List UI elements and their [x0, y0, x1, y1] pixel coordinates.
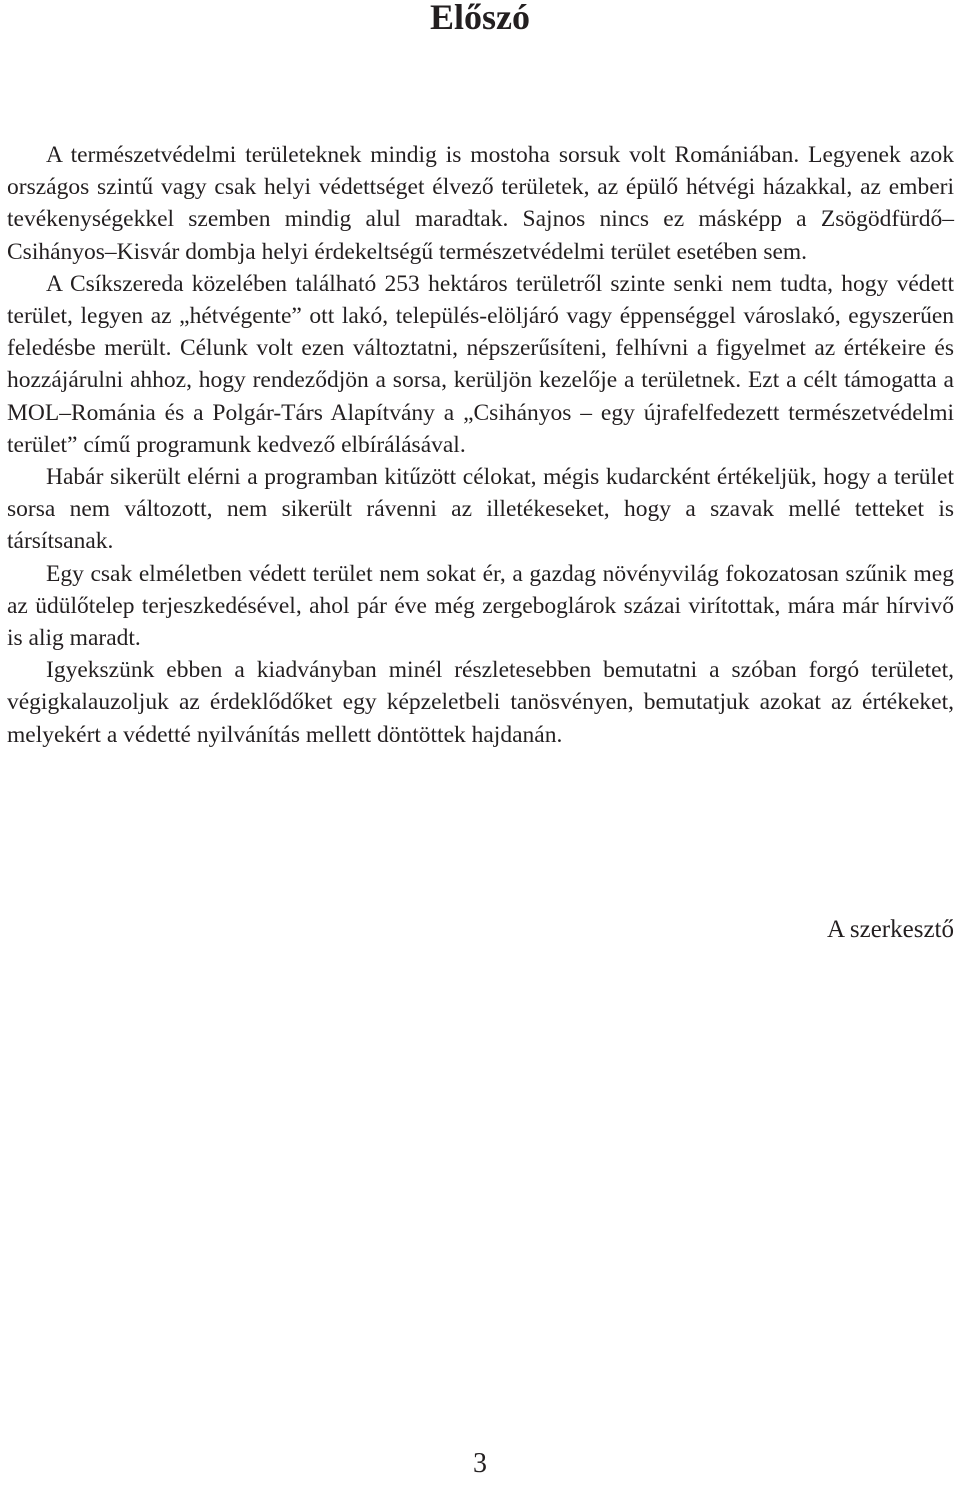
paragraph-2: A Csíkszereda közelében található 253 hektáros területről szinte senki nem tudta, hogy védett terület, legyen az „hétvégente” ott lakó, település-elöljáró vagy éppenséggel városlakó, egyszerűen feledésbe merült. Célunk volt ezen változtatni, népszerűsíteni, felhívni a figyelmet az értékeire és hozzájárulni ahhoz, hogy rendeződjön a sorsa, kerüljön kezelője a területnek. Ezt a célt támogatta a MOL–Románia és a Polgár-Társ Alapítvány a „Csihányos – egy újrafelfedezett természetvédelmi terület” című programunk kedvező elbírálásával. — [7, 270, 954, 458]
paragraph-3: Habár sikerült elérni a programban kitűzött célokat, mégis kudarcként értékeljük, hogy a terület sorsa nem változott, nem sikerült rávenni az illetékeseket, hogy a szavak mellé tetteket is társítsanak. — [7, 464, 954, 555]
page-title: Előszó — [429, 0, 530, 37]
paragraph-1: A természetvédelmi területeknek mindig is mostoha sorsuk volt Romániában. Legyenek azok országos szintű vagy csak helyi védettséget élvező területek, az épülő hétvégi házakkal, az emberi tevékenységekkel szemben mindig alul maradtak. Sajnos nincs ez másképp a Zsögödfürdő–Csihányos–Kisvár dombja helyi érdekeltségű természetvédelmi terület esetében sem. — [7, 142, 954, 265]
page-number: 3 — [473, 1448, 487, 1479]
paragraph-4: Egy csak elméletben védett terület nem sokat ér, a gazdag növényvilág fokozatosan szűnik meg az üdülőtelep terjeszkedésével, ahol pár éve még zergeboglárok százai virítottak, mára már hírvivő is alig maradt. — [7, 560, 954, 652]
signature: A szerkesztő — [826, 916, 954, 943]
body-text — [7, 139, 954, 751]
paragraph-5: Igyekszünk ebben a kiadványban minél részletesebben bemutatni a szóban forgó területet, végigkalauzoljuk az érdeklődőket egy képzeletbeli tanösvényen, bemutatjuk azokat az értékeket, melyekért a védetté nyilvánítás mellett döntöttek hajdanán. — [7, 657, 954, 748]
